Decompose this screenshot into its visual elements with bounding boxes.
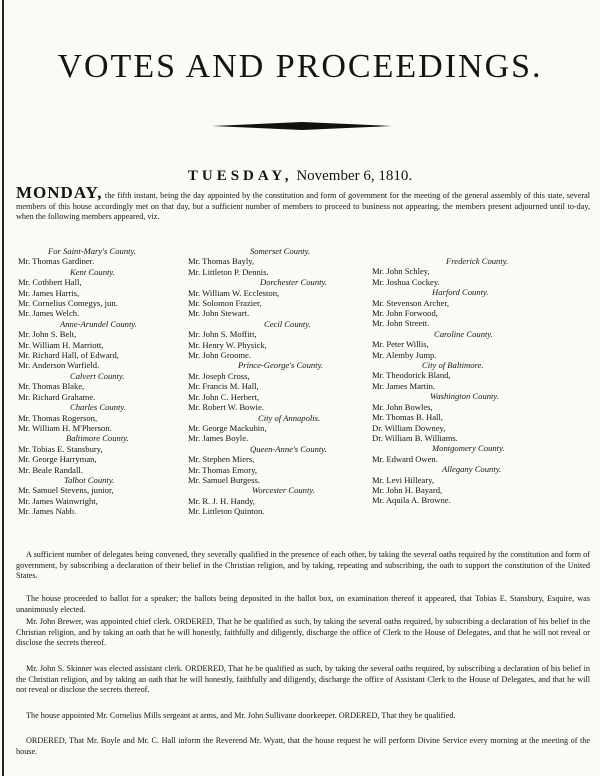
member-name: Mr. John H. Bayard,: [372, 484, 443, 495]
document-heading: VOTES AND PROCEEDINGS.: [57, 48, 543, 85]
county-name: Caroline County.: [434, 328, 493, 339]
member-name: Mr. Alemby Jump.: [372, 349, 437, 360]
member-name: Mr. Samuel Burgess.: [188, 474, 260, 485]
member-name: Mr. R. J. H. Handy,: [188, 495, 255, 506]
members-column-2: [188, 246, 368, 517]
county-name: Charles County.: [70, 402, 126, 413]
member-name: Mr. Edward Owen.: [372, 453, 438, 464]
member-name: Mr. John Schley,: [372, 266, 430, 277]
member-name: Mr. James Martin.: [372, 380, 436, 391]
member-name: Mr. William H. M'Pherson.: [18, 422, 112, 433]
member-name: Mr. John Stewart.: [188, 308, 250, 319]
page-edge-rule: [2, 0, 4, 776]
member-name: Mr. James Nabb.: [18, 506, 77, 517]
county-name: Queen-Anne's County.: [250, 443, 327, 454]
county-name: Talbot County.: [64, 474, 115, 485]
member-name: Mr. Levi Hilleary,: [372, 474, 434, 485]
member-name: Mr. Francis M. Hall,: [188, 381, 259, 392]
county-name: Frederick County.: [446, 256, 509, 266]
member-name: Mr. Cothbert Hall,: [18, 277, 82, 288]
member-name: Mr. John Forwood,: [372, 308, 438, 319]
member-name: Mr. Stephen Miers,: [188, 454, 255, 465]
county-block: [372, 360, 587, 391]
county-name: Prince-George's County.: [238, 360, 324, 371]
member-name: Mr. James Welch.: [18, 308, 80, 319]
member-name: Mr. John S. Belt,: [18, 329, 77, 340]
intro-dropcap: MONDAY,: [16, 183, 103, 202]
county-block: [372, 287, 587, 329]
member-name: Mr. James Wainwright,: [18, 495, 98, 506]
county-name: For Saint-Mary's County.: [48, 246, 137, 256]
member-name: Mr. Richard Hall, of Edward,: [18, 350, 119, 361]
member-name: Mr. James Boyle.: [188, 433, 249, 444]
county-block: [372, 256, 587, 287]
dateline-date: November 6, 1810.: [296, 168, 413, 184]
county-block: [18, 433, 188, 475]
county-block: [18, 267, 188, 319]
member-name: Mr. Tobias E. Stansbury,: [18, 443, 103, 454]
county-block: [188, 277, 368, 319]
member-name: Mr. John Bowles,: [372, 401, 433, 412]
county-name: Somerset County.: [250, 246, 311, 256]
member-name: Mr. Henry W. Physick,: [188, 339, 267, 350]
member-name: Mr. William W. Eccleston,: [188, 287, 280, 298]
county-block: [18, 371, 188, 402]
member-name: Mr. Stevenson Archer,: [372, 297, 449, 308]
member-name: Mr. Littleton P. Dennis.: [188, 266, 269, 277]
body-paragraph: ORDERED, That Mr. Boyle and Mr. C. Hall inform the Reverend Mr. Wyatt, that the house request he will perform Divine Service every morning at the meeting of the house.: [16, 736, 590, 756]
member-name: Mr. Anderson Warfield.: [18, 360, 100, 371]
county-block: [18, 246, 188, 267]
county-name: Montgomery County.: [432, 443, 505, 454]
county-name: Allegany County.: [442, 464, 502, 475]
members-column-3: [372, 256, 587, 506]
county-block: [188, 485, 368, 516]
intro-paragraph: [16, 183, 590, 223]
member-name: Mr. James Harris,: [18, 287, 80, 298]
county-name: City of Baltimore.: [422, 360, 484, 371]
member-name: Mr. Thomas Blake,: [18, 381, 85, 392]
county-block: [188, 413, 368, 444]
county-name: City of Annapolis.: [258, 412, 321, 423]
county-name: Harford County.: [432, 287, 489, 298]
county-block: [188, 444, 368, 486]
county-block: [18, 319, 188, 371]
member-name: Mr. Thomas Gardiner.: [18, 256, 95, 267]
member-name: Mr. Thomas Bayly,: [188, 256, 255, 267]
member-name: Mr. Littleton Quinton.: [188, 506, 265, 517]
member-name: Mr. George Harryman,: [18, 454, 97, 465]
member-name: Mr. Richard Grahame.: [18, 391, 96, 402]
body-paragraph: The house appointed Mr. Cornelius Mills sergeant at arms, and Mr. John Sullivane doorkeeper. ORDERED, That they be qualified.: [26, 711, 456, 720]
member-name: Mr. William H. Marriott,: [18, 339, 104, 350]
member-name: Mr. John Streett.: [372, 318, 430, 329]
county-block: [18, 475, 188, 517]
county-block: [188, 319, 368, 361]
member-name: Mr. Robert W. Bowie.: [188, 402, 264, 413]
county-name: Cecil County.: [264, 318, 311, 329]
member-name: Mr. Thomas B. Hall,: [372, 412, 443, 423]
body-paragraph: The house proceeded to ballot for a speaker; the ballots being deposited in the ballot box, on examination thereof it appeared, that Tobias E. Stansbury, Esquire, was unanimously elected.: [16, 594, 590, 614]
member-name: Mr. Joshua Cockey.: [372, 276, 440, 287]
county-name: Washington County.: [430, 391, 499, 402]
member-name: Mr. Peter Willis,: [372, 339, 429, 350]
county-name: Anne-Arundel County.: [60, 318, 137, 329]
member-name: Mr. John C. Herbert,: [188, 391, 260, 402]
body-paragraph: Mr. John S. Skinner was elected assistant clerk. ORDERED, That he be qualified as such, by taking the several oaths required, by subscribing a declaration of his belief in the Christian religion, and by taking an oath that he will honestly, faithfully and diligently, discharge the office of Assistant Clerk to the House of Delegates, and that he will not reveal or disclose the secrets thereof.: [16, 664, 590, 695]
body-paragraph: A sufficient number of delegates being convened, they severally qualified in the presence of each other, by taking the several oaths required by the constitution and form of government, by subscribing a declaration of their belief in the Christian religion, and by taking, repeating and subscribing, the oath to support the constitution of the United States.: [16, 550, 590, 581]
member-name: Mr. Thomas Rogerson,: [18, 412, 98, 423]
member-name: Mr. Samuel Stevens, junior,: [18, 485, 114, 496]
county-block: [372, 329, 587, 360]
county-block: [372, 391, 587, 443]
county-block: [372, 443, 587, 464]
member-name: Mr. Beale Randall.: [18, 464, 83, 475]
member-name: Mr. Solomon Frazier,: [188, 298, 262, 309]
member-name: Dr. William B. Williams.: [372, 432, 458, 443]
county-name: Kent County.: [70, 266, 115, 277]
members-column-1: [18, 246, 188, 517]
member-name: Mr. Aquila A. Browne.: [372, 495, 451, 506]
county-block: [188, 360, 368, 412]
county-block: [188, 246, 368, 277]
county-name: Dorchester County.: [260, 277, 327, 288]
intro-text: the fifth instant, being the day appointed by the constitution and form of government for the meeting of the general assembly of this state, several members of this house accordingly met on that day, but a sufficient number of members to proceed to business not appearing, the members present adjourned until to-day, when the following members appeared, viz.: [16, 191, 590, 222]
member-name: Mr. Cornelius Comegys, jun.: [18, 298, 118, 309]
member-name: Mr. Joseph Cross,: [188, 370, 250, 381]
county-block: [372, 464, 587, 506]
member-name: Mr. George Mackubin,: [188, 422, 267, 433]
member-name: Dr. William Downey,: [372, 422, 446, 433]
county-block: [18, 402, 188, 433]
member-name: Mr. Thomas Emory,: [188, 464, 257, 475]
member-name: Mr. John S. Moffitt,: [188, 329, 257, 340]
ornamental-rule: [212, 122, 392, 130]
member-name: Mr. John Groome.: [188, 350, 252, 361]
county-name: Calvert County.: [70, 370, 125, 381]
county-name: Worcester County.: [252, 485, 315, 496]
member-name: Mr. Theodorick Bland,: [372, 370, 451, 381]
body-paragraph: Mr. John Brewer, was appointed chief clerk. ORDERED, That he be qualified as such, by taking the several oaths required, by subscribing a declaration of his belief in the Christian religion, and by taking an oath that he will honestly, faithfully and diligently, discharge the office of Clerk to the House of Delegates, and that he will not reveal or disclose the secrets thereof.: [16, 617, 590, 648]
dateline-day: TUESDAY,: [187, 168, 293, 184]
county-name: Baltimore County.: [66, 433, 129, 444]
